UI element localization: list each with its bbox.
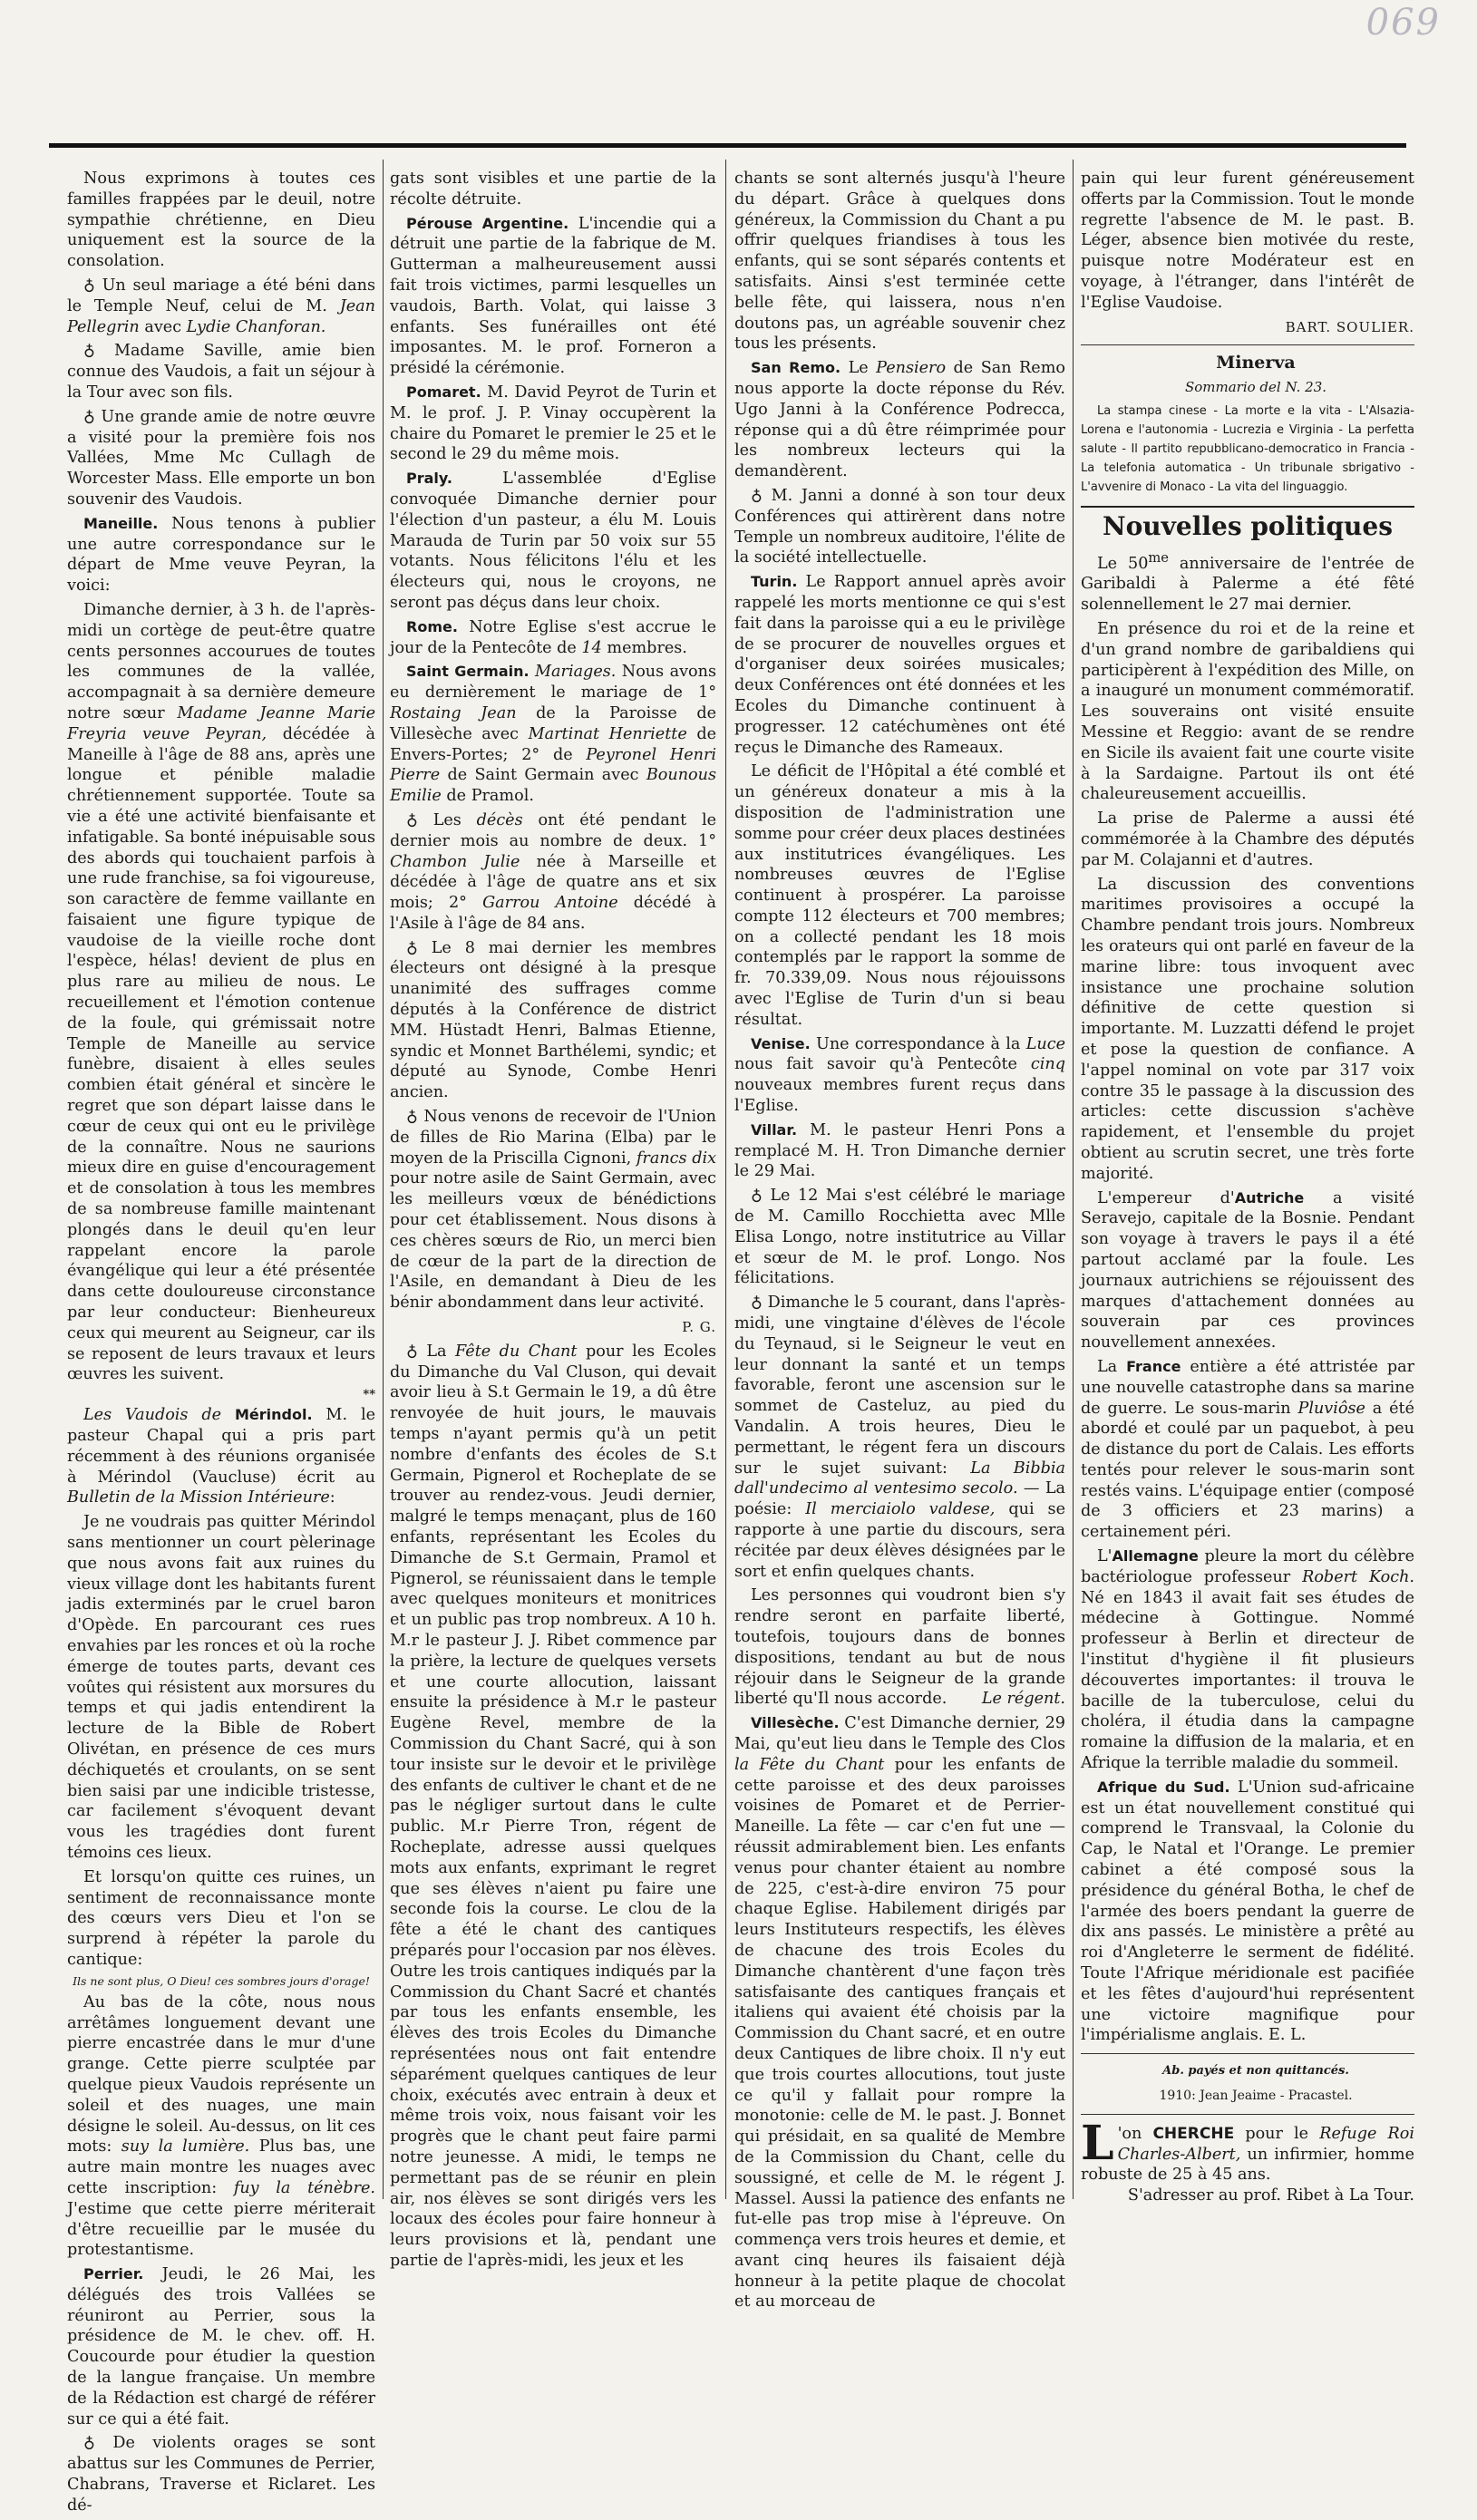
place-heading: Saint Germain.	[406, 663, 530, 681]
paragraph: ♁ Les décès ont été pendant le dernier mois au nombre de deux. 1° Chambon Julie née à Marseille et décédée à l'âge de quatre ans et six mois; 2° Garrou Antoine décédé à l'Asile à l'âge de 84 ans.	[390, 809, 716, 933]
paragraph: Villesèche. C'est Dimanche dernier, 29 Mai, qu'eut lieu dans le Temple des Clos la Fête du Chant pour les enfants de cette paroisse et des deux paroisses voisines de Pomaret et de Perrier-Maneille. La fête — car c'en fut une — réussit admirablement bien. Les enfants venus pour chanter étaient au nombre de 225, c'est-à-dire environ 75 pour chaque Eglise. Habilement dirigés par leurs Instituteurs respectifs, les élèves de chacune des trois Ecoles du Dimanche chantèrent d'une façon très satisfaisante des cantiques français et italiens qui avaient été choisis par la Commission du Chant sacré, et en outre deux Cantiques de libre choix. Il n'y eut que trois courtes allocutions, tout juste ce qu'il y fallait pour rompre la monotonie: celle de M. le past. J. Bonnet qui présidait, en sa qualité de Membre de la Commission du Chant, celle du soussigné, et celle de M. le régent J. Massel. Aussi la patience des enfants ne fut-elle pas trop mise à l'épreuve. On commença vers trois heures et demie, et avant cinq heures ils faisaient déjà honneur à la petite plaque de chocolat et au morceau de	[734, 1714, 1065, 2312]
bullet-icon: ♁	[751, 1293, 763, 1313]
place-heading: Villar.	[751, 1120, 798, 1139]
paragraph: Villar. M. le pasteur Henri Pons a remplacé M. H. Tron Dimanche dernier le 29 Mai.	[734, 1120, 1065, 1181]
divider	[1081, 2114, 1414, 2115]
paragraph: Au bas de la côte, nous nous arrêtâmes longuement devant une pierre encastrée dans le mur d'une grange. Cette pierre sculptée par quelque pieux Vaudois représente un soleil et des nuages, une main désigne le soleil. Au-dessus, on lit ces mots: suy la lumière. Plus bas, une autre main montre les nuages avec cette inscription: fuy la ténèbre. J'estime que cette pierre mériterait d'être recueillie par le musée du protestantisme.	[67, 1992, 375, 2260]
paragraph: pain qui leur furent généreusement offerts par la Commission. Tout le monde regrette l'absence de M. le past. B. Léger, absence bien motivée du reste, puisque notre Modérateur est en voyage, à l'étranger, dans l'intérêt de l'Eglise Vaudoise.	[1081, 170, 1414, 312]
bullet-icon: ♁	[406, 1341, 418, 1361]
place-heading: Villesèche.	[751, 1714, 840, 1732]
paragraph: L'Allemagne pleure la mort du célèbre bactériologue professeur Robert Koch. Né en 1843 il avait fait ses études de médecine à Gottingue. Nommé professeur à Berlin et directeur de l'institut d'hygiène il fit plusieurs découvertes importantes: il trouva le bacille de la tuberculose, celui du choléra, il étudia dans la campagne romaine la diffusion de la malaria, et en Afrique la terrible maladie du sommeil.	[1081, 1547, 1414, 1773]
paragraph: Et lorsqu'on quitte ces ruines, un sentiment de reconnaissance monte des cœurs vers Dieu et l'on se surprend à répéter la parole du cantique:	[67, 1867, 375, 1969]
place-heading: Mérindol.	[234, 1406, 313, 1424]
signature: E. L.	[1268, 2026, 1307, 2045]
minerva-summary: La stampa cinese - La morte e la vita - L'Alsazia-Lorena e l'autonomia - Lucrezia e Virginia - La perfetta salute - Il partito repubblicano-democratico in Francia - La telefonia automatica - Un tribunale sbrigativo - L'avvenire di Monaco - La vita del linguaggio.	[1081, 403, 1414, 494]
paragraph: Turin. Le Rapport annuel après avoir rappelé les morts mentionne ce qui s'est fait dans la paroisse qui a eu le privilège de se procurer de nouvelles orgues et d'organiser deux soirées musicales; deux Conférences ont été données et les Ecoles du Dimanche continuent à progresser. 12 catéchumènes ont été reçus le Dimanche des Rameaux.	[734, 573, 1065, 757]
paragraph: ♁ M. Janni a donné à son tour deux Conférences qui attirèrent dans notre Temple un nombreux auditoire, l'élite de la société intellectuelle.	[734, 485, 1065, 567]
bullet-icon: ♁	[83, 341, 95, 361]
paragraph: ♁ Madame Saville, amie bien connue des Vaudois, a fait un séjour à la Tour avec son fils.	[67, 341, 375, 402]
signature: BART. SOULIER.	[1285, 318, 1414, 335]
paragraph: chants se sont alternés jusqu'à l'heure du départ. Grâce à quelques dons généreux, la Commission du Chant a pu offrir quelques friandises à tous les enfants, qui se sont séparés contents et satisfaits. Ainsi s'est terminée cette belle fête, qui laissera, nous n'en doutons pas, un agréable souvenir chez tous les présents.	[734, 170, 1065, 354]
column-rule	[383, 160, 384, 2199]
paragraph: Maneille. Nous tenons à publier une autre correspondance sur le départ de Mme veuve Peyran, la voici:	[67, 514, 375, 596]
paragraph: ♁ Le 12 Mai s'est célébré le mariage de M. Camillo Rocchietta avec Mlle Elisa Longo, notre institutrice au Villar et sœur de M. le prof. Longo. Nos félicitations.	[734, 1186, 1065, 1288]
paragraph: ♁ Nous venons de recevoir de l'Union de filles de Rio Marina (Elba) par le moyen de la Priscilla Cignoni, francs dix pour notre asile de Saint Germain, avec les meilleurs vœux de bénédictions pour cet établissement. Nous disons à ces chères sœurs de Rio, un merci bien de cœur de la part de la direction de l'Asile, en demandant à Dieu de les bénir abondamment dans leur activité.	[390, 1107, 717, 1313]
bullet-icon: ♁	[83, 275, 95, 295]
paragraph: Rome. Notre Eglise s'est accrue le jour de la Pentecôte de 14 membres.	[390, 617, 716, 657]
paragraph: ♁ Le 8 mai dernier les membres électeurs ont désigné à la presque unanimité des suffrages comme députés à la Conférence de district MM. Hüstadt Henri, Balmas Etienne, syndic et Monnet Barthélemi, syndic; et député au Synode, Combe Henri ancien.	[390, 937, 716, 1102]
paragraph: Pomaret. M. David Peyrot de Turin et M. le prof. J. P. Vinay occupèrent la chaire du Pomaret le premier le 25 et le second le 29 du même mois.	[390, 383, 716, 464]
bullet-icon: ♁	[406, 1107, 418, 1127]
paragraph: Je ne voudrais pas quitter Mérindol sans mentionner un court pèlerinage que nous avons fait aux ruines du vieux village dont les habitants furent jadis exterminés par le cruel baron d'Opède. En parcourant ces rues envahies par les ronces et où la roche émerge de toutes parts, devant ces voûtes qui résistent aux morsures du temps et qui jadis entendirent la lecture de la Bible de Robert Olivétan, en présence de ces murs déchiquetés et croulants, on se sent bien saisi par une indicible tristesse, car facilement s'évoquent devant vous les tragédies dont furent témoins ces lieux.	[67, 1513, 375, 1862]
paragraph: Pérouse Argentine. L'incendie qui a détruit une partie de la fabrique de M. Gutterman a malheureusement aussi fait trois victimes, parmi lesquelles un vaudois, Barth. Volat, qui laisse 3 enfants. Ses funérailles ont été imposantes. M. le prof. Forneron a présidé la cérémonie.	[390, 214, 716, 378]
minerva-title: Minerva	[1216, 353, 1296, 373]
page-number: 069	[1365, 2, 1441, 44]
paragraph: La prise de Palerme a aussi été commémorée à la Chambre des députés par M. Colajanni et d'autres.	[1081, 809, 1414, 869]
paragraph: ♁ La Fête du Chant pour les Ecoles du Dimanche du Val Cluson, qui devait avoir lieu à S.t Germain le 19, a dû être renvoyée de huit jours, le mauvais temps n'ayant permis qu'à un petit nombre d'enfants des écoles de S.t Germain, Pignerol et Rocheplate de se trouver au rendez-vous. Jeudi dernier, malgré le temps menaçant, plus de 160 enfants, représentant les Ecoles du Dimanche de S.t Germain, Pramol et Pignerol, se réunissaient dans le temple avec quelques moniteurs et monitrices et un public pas trop nombreux. A 10 h. M.r le pasteur J. J. Ribet commence par la prière, la lecture de quelques versets et une courte allocution, laissant ensuite la présidence à M.r le pasteur Eugène Revel, membre de la Commission du Chant Sacré, qui à son tour insiste sur le devoir et le privilège des enfants de cultiver le chant et de ne pas le négliger surtout dans le culte public. M.r Pierre Tron, régent de Rocheplate, adresse aussi quelques mots aux enfants, exprimant le regret que ses élèves n'aient pu faire une seconde fois la course. Le clou de la fête a été le chant des cantiques préparés pour l'occasion par nos élèves. Outre les trois cantiques indiqués par la Commission du Chant Sacré et chantés par tous les enfants ensemble, les élèves des trois Ecoles du Dimanche représentées nous ont fait entendre séparément quelques cantiques de leur choix, exécutés avec entrain à deux et même trois voix, nous faisant voir les progrès que le chant peut faire parmi notre jeunesse. A midi, le temps ne permettant pas de se réunir en plein air, nos élèves se sont dirigés vers les locaux des écoles pour faire honneur à leurs provisions et là, pendant une partie de l'après-midi, les jeux et les	[390, 1341, 716, 2270]
column-1	[67, 169, 375, 2520]
section-title: Nouvelles politiques	[1103, 510, 1393, 541]
bullet-icon: ♁	[751, 1186, 763, 1206]
bullet-icon: ♁	[83, 2433, 95, 2453]
place-heading: Rome.	[406, 617, 458, 635]
place-heading: Maneille.	[83, 514, 159, 532]
signature: Le régent.	[981, 1690, 1065, 1709]
divider	[1081, 506, 1414, 508]
column-rule	[1073, 160, 1074, 2199]
paragraph: Les Vaudois de Mérindol. M. le pasteur Chapal qui a pris part récemment à des réunions organisée à Mérindol (Vaucluse) écrit au Bulletin de la Mission Intérieure:	[67, 1406, 375, 1507]
paragraph: Venise. Une correspondance à la Luce nous fait savoir qu'à Pentecôte cinq nouveaux membres furent reçus dans l'Eglise.	[734, 1034, 1065, 1116]
minerva-subtitle: Sommario del N. 23.	[1184, 379, 1327, 396]
bullet-icon: ♁	[406, 937, 418, 957]
subscriptions-line: 1910: Jean Jeaime - Pracastel.	[1159, 2089, 1353, 2103]
place-heading: Pomaret.	[406, 383, 481, 401]
paragraph: Les personnes qui voudront bien s'y rendre seront en parfaite liberté, toutefois, toujours dans de bonnes dispositions, tendant au but de nous réjouir dans le Seigneur de la grande liberté qu'Il nous accorde. Le régent.	[734, 1586, 1065, 1709]
place-heading: Pérouse Argentine.	[406, 214, 569, 232]
column-3	[734, 169, 1065, 2316]
bullet-icon: ♁	[83, 406, 95, 426]
paragraph: Le déficit de l'Hôpital a été comblé et un généreux donateur a mis à la disposition de l'administration une somme pour créer deux places destinées aux institutrices évangéliques. Les nombreuses œuvres de l'Eglise continuent à prospérer. La paroisse compte 112 électeurs et 700 membres; on a collecté pendant les 18 mois contemplés par le rapport la somme de fr. 70.339,09. Nous nous réjouissons avec l'Eglise de Turin d'un si beau résultat.	[734, 762, 1065, 1029]
paragraph: Le $50^{me}$ anniversaire de l'entrée de Garibaldi à Palerme a été fêté solennellement le 27 mai dernier.	[1081, 549, 1414, 615]
bullet-icon: ♁	[406, 809, 418, 829]
place-heading: Venise.	[751, 1034, 811, 1052]
column-rule	[725, 160, 726, 2199]
ad-contact: S'adresser au prof. Ribet à La Tour.	[1127, 2186, 1414, 2205]
paragraph: ♁ Un seul mariage a été béni dans le Temple Neuf, celui de M. Jean Pellegrin avec Lydie Chanforan.	[67, 275, 375, 336]
paragraph: ♁ De violents orages se sont abattus sur les Communes de Perrier, Chabrans, Traverse et Riclaret. Les dé-	[67, 2433, 375, 2515]
paragraph: Nous exprimons à toutes ces familles frappées par le deuil, notre sympathie chrétienne, en Dieu uniquement est la source de la consolation.	[67, 170, 375, 271]
place-heading: Perrier.	[83, 2265, 144, 2283]
top-rule	[49, 143, 1406, 148]
paragraph: Saint Germain. Mariages. Nous avons eu dernièrement le mariage de 1° Rostaing Jean de la Paroisse de Villesèche avec Martinat Henriette de Envers-Portes; 2° de Peyronel Henri Pierre de Saint Germain avec Bounous Emilie de Pramol.	[390, 663, 716, 806]
paragraph: gats sont visibles et une partie de la récolte détruite.	[390, 170, 716, 208]
place-heading: San Remo.	[751, 359, 841, 377]
column-4	[1081, 169, 1414, 2206]
paragraph: La France entière a été attristée par une nouvelle catastrophe dans sa marine de guerre. Le sous-marin Pluviôse a été abordé et coulé par un paquebot, à peu de distance du port de Calais. Les efforts tentés pour relever le sous-marin sont restés vains. L'équipage entier (composé de 3 officiers et 23 marins) a certainement péri.	[1081, 1357, 1415, 1542]
hymn-quote: Ils ne sont plus, O Dieu! ces sombres jours d'orage!	[73, 1973, 370, 1988]
place-heading: Praly.	[406, 470, 452, 488]
column-2	[390, 169, 716, 2275]
place-heading: Turin.	[751, 573, 798, 591]
paragraph: ♁ Une grande amie de notre œuvre a visité pour la première fois nos Vallées, Mme Mc Cullagh de Worcester Mass. Elle emporte un bon souvenir des Vaudois.	[67, 406, 375, 509]
separator-stars: **	[363, 1388, 375, 1402]
bullet-icon: ♁	[751, 485, 763, 505]
paragraph: ♁ Dimanche le 5 courant, dans l'après-midi, une vingtaine d'élèves de l'école du Teynaud, si le Seigneur le veut en leur donnant la santé et un temps favorable, feront une ascension sur le sommet de Casteluz, au pied du Vandalin. A trois heures, Dieu le permettant, le régent fera un discours sur le sujet suivant: La Bibbia dall'undecimo al ventesimo secolo. — La poésie: Il merciaiolo valdese, qui se rapporte à une partie du discours, sera récitée par deux élèves désignées par le sort et enfin quelques chants.	[734, 1293, 1066, 1581]
divider	[1081, 2053, 1414, 2054]
paragraph: Afrique du Sud. L'Union sud-africaine est un état nouvellement constitué qui comprend le Transvaal, la Colonie du Cap, le Natal et l'Orange. Le premier cabinet a été composé sous la présidence du général Botha, le chef de l'armée des boers pendant la guerre de dix ans passés. Le ministère a prêté au roi d'Angleterre le serment de fidélité. Toute l'Afrique méridionale est pacifiée et les fêtes d'aujourd'hui représentent une victoire magnifique pour l'impérialisme anglais. E. L.	[1081, 1778, 1415, 2045]
paragraph: Perrier. Jeudi, le 26 Mai, les délégués des trois Vallées se réuniront au Perrier, sous la présidence de M. le chev. off. H. Coucourde pour étudier la question de la langue française. Un membre de la Rédaction est chargé de référer sur ce qui a été fait.	[67, 2265, 375, 2428]
divider	[1081, 344, 1414, 345]
classified-ad: L 'on CHERCHE pour le Refuge Roi Charles-Albert, un infirmier, homme robuste de 25 à 45 ans. S'adresser au prof. Ribet à La Tour.	[1081, 2115, 1414, 2205]
paragraph: L'empereur d'Autriche a visité Seravejo, capitale de la Bosnie. Pendant son voyage à travers le pays il a été partout acclamé par la foule. Les journaux autrichiens se réjouissent des marques d'attachement données au souverain par ces provinces nouvellement annexées.	[1081, 1188, 1414, 1352]
country-heading: Afrique du Sud.	[1097, 1778, 1230, 1796]
paragraph: La discussion des conventions maritimes provisoires a occupé la Chambre pendant trois jours. Nombreux les orateurs qui ont parlé en faveur de la marine libre: tous invoquent avec insistance une prochaine solution définitive de cette question si importante. M. Luzzatti défend le projet et pose la question de confiance. A l'appel nominal on vote par 317 voix contre 35 le passage à la discussion des articles: cette discussion s'achève rapidement, et l'ensemble du projet obtient au scrutin secret, une très forte majorité.	[1081, 875, 1414, 1183]
paragraph: Praly. L'assemblée d'Eglise convoquée Dimanche dernier pour l'élection d'un pasteur, a élu M. Louis Marauda de Turin par 50 voix sur 55 votants. Nous félicitons l'élu et les électeurs qui, nous le croyons, ne seront pas déçus dans leur choix.	[390, 470, 716, 612]
subscriptions-title: Ab. payés et non quittancés.	[1162, 2064, 1349, 2079]
paragraph: Dimanche dernier, à 3 h. de l'après-midi un cortège de peut-être quatre cents personnes accourues de toutes les communes de la vallée, accompagnait à sa dernière demeure notre sœur Madame Jeanne Marie Freyria veuve Peyran, décédée à Maneille à l'âge de 88 ans, après une longue et pénible maladie chrétiennement supportée. Toute sa vie a été une activité bienfaisante et infatigable. Sa bonté inépuisable sous des abords qui touchaient parfois à une rude franchise, sa foi vigoureuse, son caractère de femme vaillante en faisaient une figure typique de vaudoise de la vieille roche dont l'espèce, hélas! devient de plus en plus rare au milieu de nous. Le recueillement et l'émotion contenue de la foule, qui grémissait notre Temple de Maneille au service funèbre, disaient à elles seules combien était général et sincère le regret que son départ laisse dans le cœur de ceux qui ont eu le privilège de la connaître. Nous ne saurions mieux dire en guise d'encouragement et de consolation à tous les membres de sa nombreuse famille maintenant plongés dans le deuil qu'en leur rappelant encore la parole évangélique qui leur a été présentée dans cette douloureuse circonstance par leur conducteur: Bienheureux ceux qui meurent au Seigneur, car ils se reposent de leurs travaux et leurs œuvres les suivent.	[67, 600, 376, 1384]
drop-cap: L	[1081, 2115, 1114, 2171]
country-heading: Allemagne	[1112, 1547, 1199, 1565]
paragraph: San Remo. Le Pensiero de San Remo nous apporte la docte réponse du Rév. Ugo Janni à la Conférence Podrecca, réponse qui a dû être réimprimée pour les nombreux lecteurs qui la demandèrent.	[734, 359, 1065, 481]
country-heading: Autriche	[1234, 1188, 1305, 1207]
paragraph: En présence du roi et de la reine et d'un grand nombre de garibaldiens qui participèrent à l'expédition des Mille, on a inauguré un monument commémoratif. Les souverains ont visité ensuite Messine et Reggio: avant de se rendre en Sicile ils avaient fait une courte visite à la Sardaigne. Partout ils ont été chaleureusement accueillis.	[1081, 620, 1414, 804]
signature: P. G.	[682, 1319, 716, 1336]
country-heading: France	[1126, 1357, 1181, 1375]
